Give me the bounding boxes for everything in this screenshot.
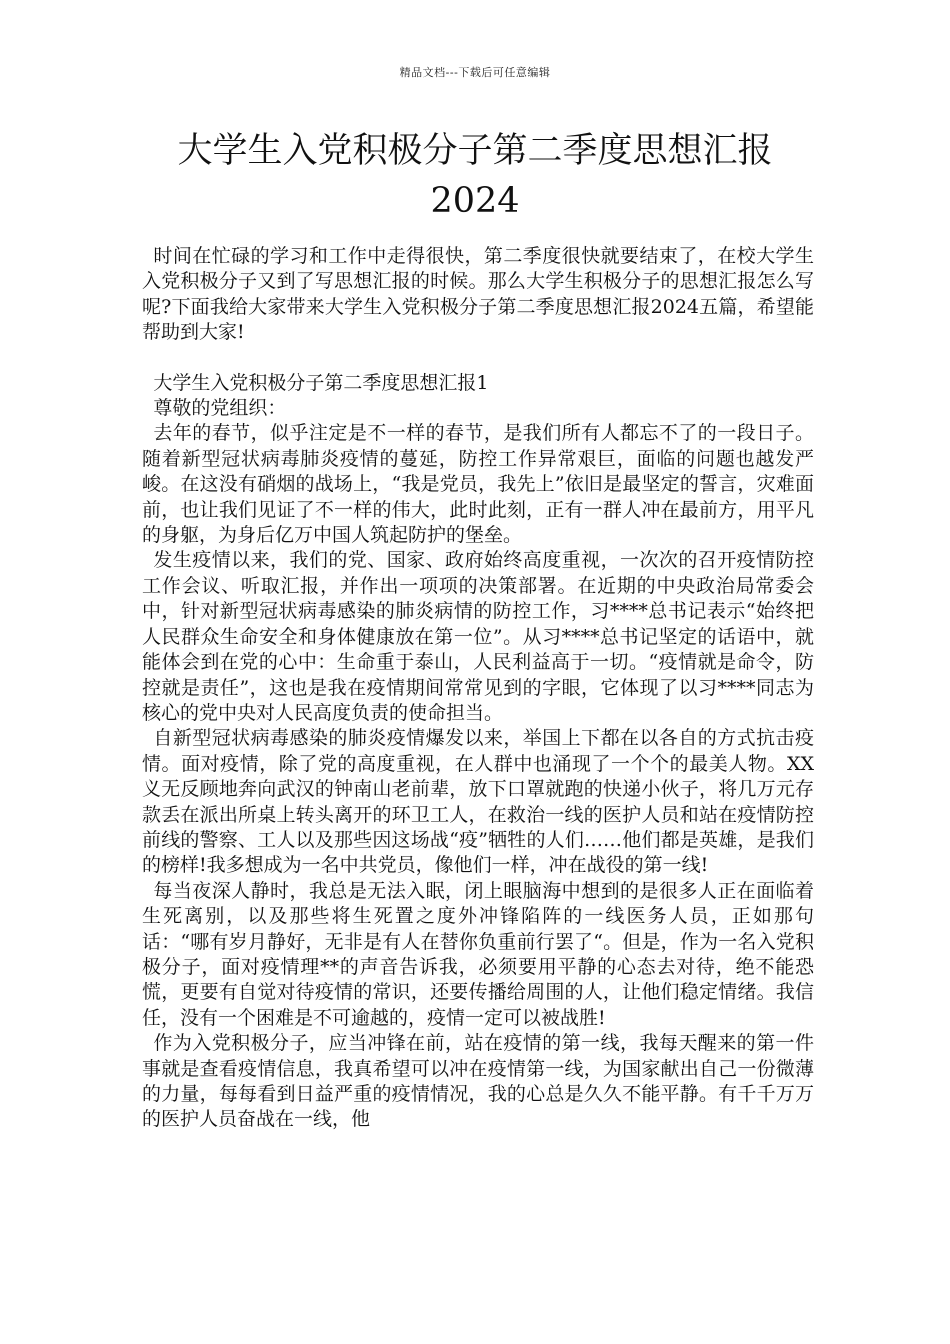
header-note: 精品文档---下载后可任意编辑 bbox=[399, 66, 551, 79]
body-paragraph: 每当夜深人静时，我总是无法入眠，闭上眼脑海中想到的是很多人正在面临着生死离别，以及那些将生死置之度外冲锋陷阵的一线医务人员，正如那句话：“哪有岁月静好，无非是有人在替你负重前行罢了“。但是，作为一名入党积极分子，面对疫情理**的声音告诉我，必须要用平静的心态去对待，绝不能恐慌，更要有自觉对待疫情的常识，还要传播给周围的人，让他们稳定情绪。我信任，没有一个困难是不可逾越的，疫情一定可以被战胜! bbox=[142, 879, 814, 1029]
body-paragraph: 去年的春节，似乎注定是不一样的春节，是我们所有人都忘不了的一段日子。随着新型冠状病毒肺炎疫情的蔓延，防控工作异常艰巨，面临的问题也越发严峻。在这没有硝烟的战场上，“我是党员，我先上”依旧是最坚定的誓言，灾难面前，也让我们见证了不一样的伟大，此时此刻，正有一群人冲在最前方，用平凡的身躯，为身后亿万中国人筑起防护的堡垒。 bbox=[142, 422, 814, 547]
salutation: 尊敬的党组织： bbox=[153, 397, 287, 420]
paragraph-spacer bbox=[142, 346, 814, 371]
body-paragraph: 自新型冠状病毒感染的肺炎疫情爆发以来，举国上下都在以各自的方式抗击疫情。面对疫情，除了党的高度重视，在人群中也涌现了一个个的最美人物。XX义无反顾地奔向武汉的钟南山老前辈，放下口罩就跑的快递小伙子，将几万元存款丢在派出所桌上转头离开的环卫工人，在救治一线的医护人员和站在疫情防控前线的警察、工人以及那些因这场战“疫”牺牲的人们……他们都是英雄，是我们的榜样!我多想成为一名中共党员，像他们一样，冲在战役的第一线! bbox=[142, 727, 814, 877]
intro-paragraph: 时间在忙碌的学习和工作中走得很快，第二季度很快就要结束了，在校大学生入党积极分子又到了写思想汇报的时候。那么大学生积极分子的思想汇报怎么写呢?下面我给大家带来大学生入党积极分子第二季度思想汇报2024五篇，希望能帮助到大家! bbox=[142, 245, 814, 344]
section-title: 大学生入党积极分子第二季度思想汇报1 bbox=[153, 371, 489, 394]
title-line-2: 2024 bbox=[430, 181, 520, 221]
body-paragraph: 发生疫情以来，我们的党、国家、政府始终高度重视，一次次的召开疫情防控工作会议、听取汇报，并作出一项项的决策部署。在近期的中央政治局常委会中，针对新型冠状病毒感染的肺炎病情的防控工作，习****总书记表示“始终把人民群众生命安全和身体健康放在第一位”。从习****总书记坚定的话语中，就能体会到在党的心中：生命重于泰山，人民利益高于一切。“疫情就是命令，防控就是责任”，这也是我在疫情期间常常见到的字眼，它体现了以习****同志为核心的党中央对人民高度负责的使命担当。 bbox=[142, 549, 814, 724]
body-paragraph: 作为入党积极分子，应当冲锋在前，站在疫情的第一线，我每天醒来的第一件事就是查看疫情信息，我真希望可以冲在疫情第一线，为国家献出自己一份微薄的力量，每每看到日益严重的疫情情况，我的心总是久久不能平静。有千千万万的医护人员奋战在一线，他 bbox=[142, 1032, 814, 1131]
document-body bbox=[142, 244, 814, 1133]
document-title bbox=[80, 126, 870, 226]
title-line-1: 大学生入党积极分子第二季度思想汇报 bbox=[177, 131, 773, 171]
